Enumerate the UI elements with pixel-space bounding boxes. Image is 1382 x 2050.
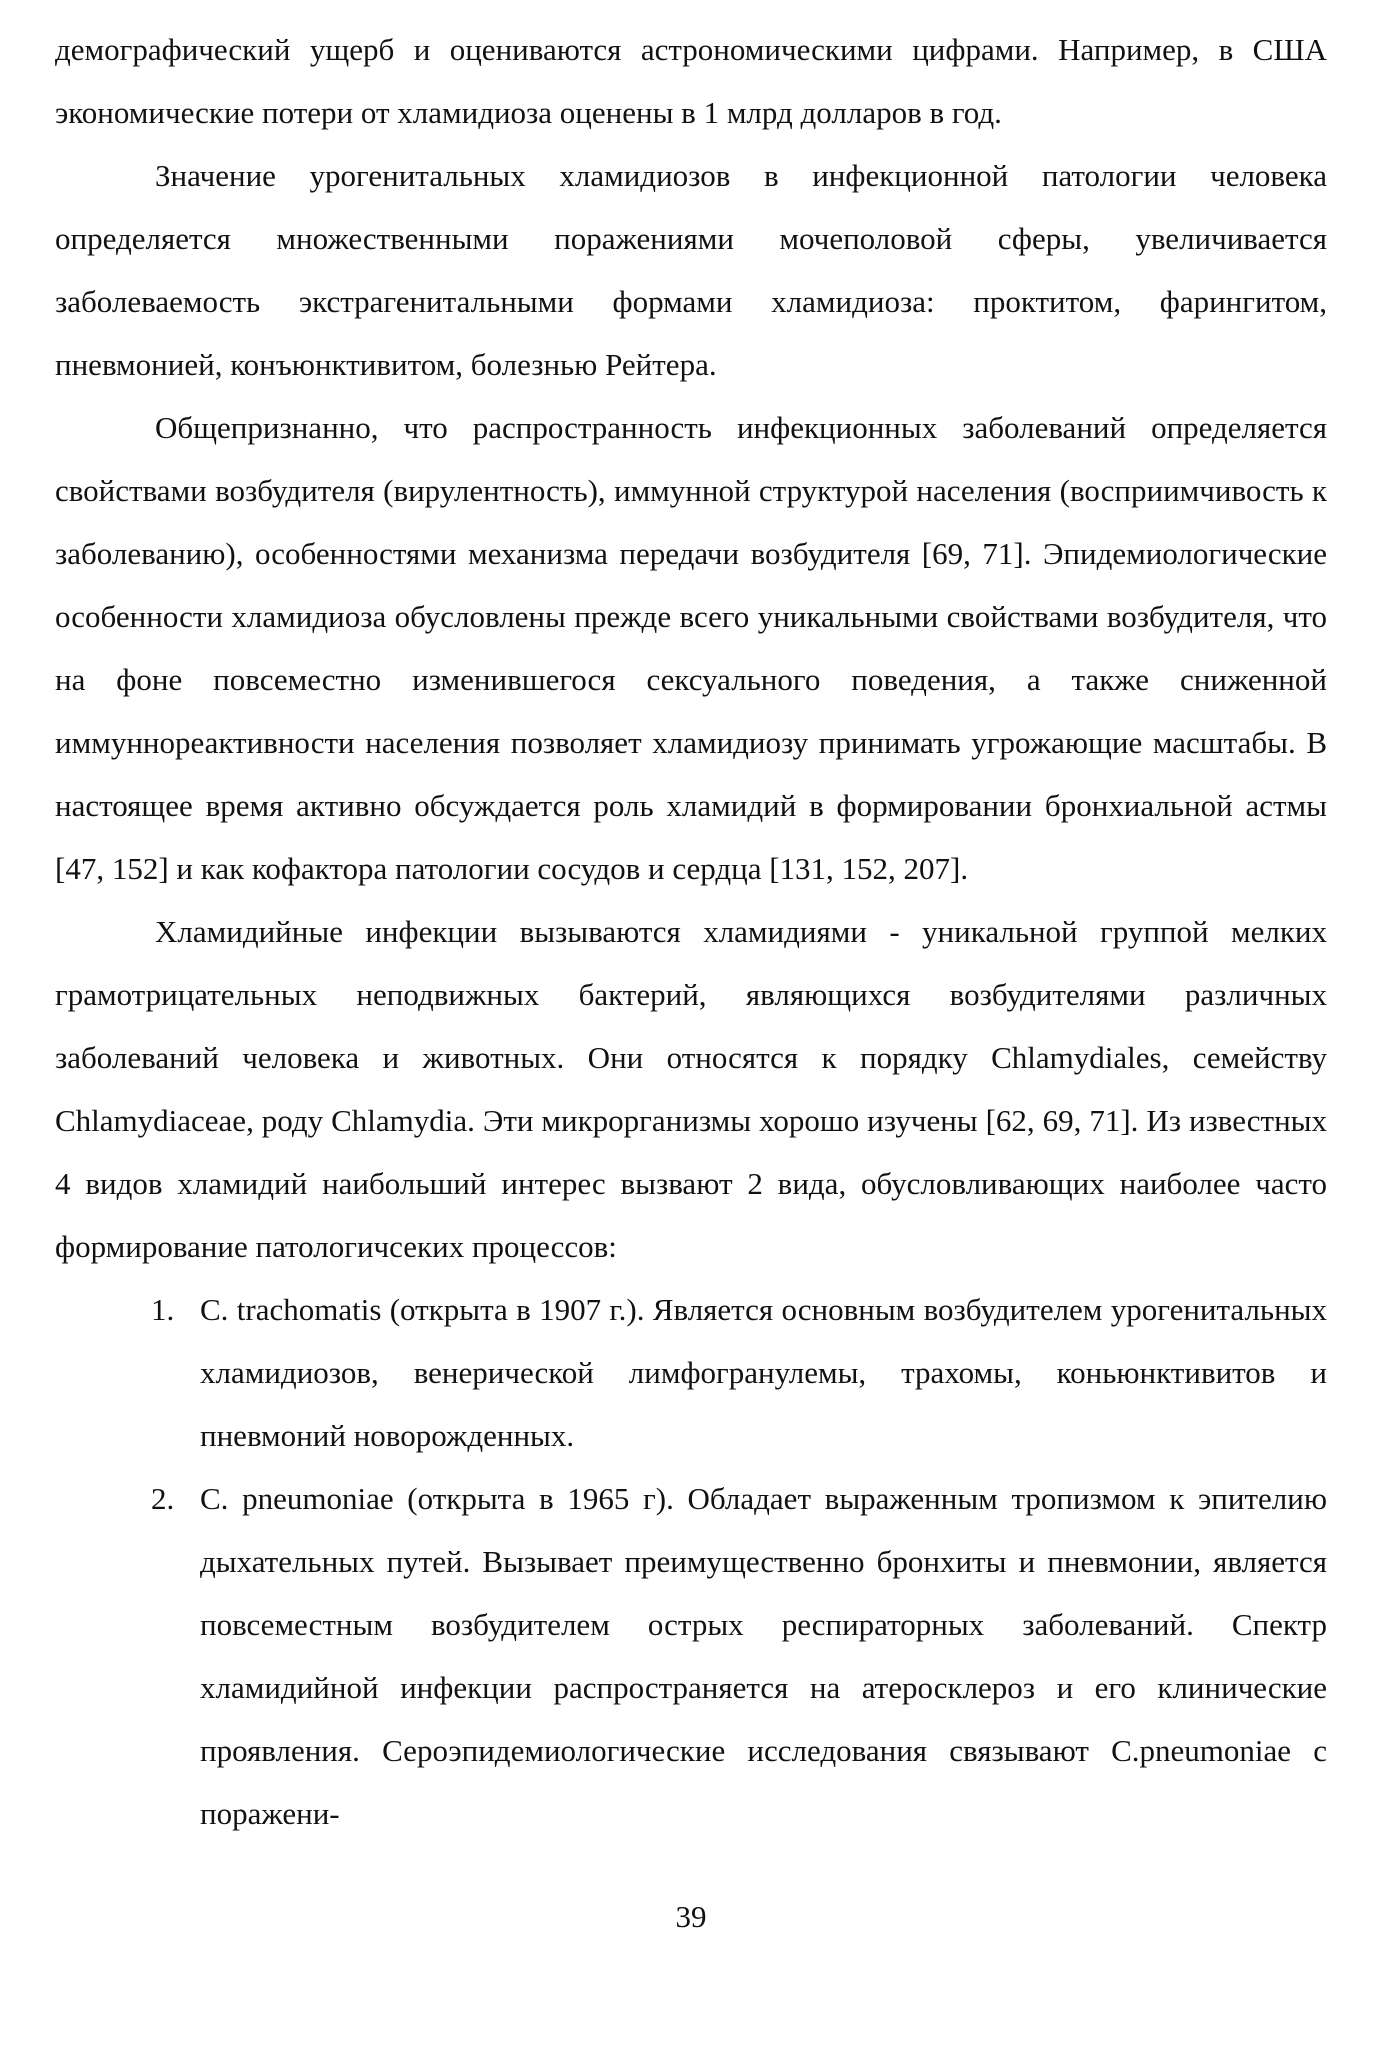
paragraph-4: Хламидийные инфекции вызываются хламидиями - уникальной группой мелких грамотрицательных неподвижных бактерий, являющихся возбудителями различных заболеваний человека и животных. Они относятся к порядку Chlamydiales, семейству Chlamydiaceae, роду Chlamydia. Эти микрорганизмы хорошо изучены [62, 69, 71]. Из известных 4 видов хламидий наибольший интерес вызвают 2 вида, обусловливающих наиболее часто формирование патологичсеких процессов: (55, 914, 1327, 1264)
paragraph-1: демографический ущерб и оцениваются астрономическими цифрами. Например, в США экономические потери от хламидиоза оценены в 1 млрд долларов в год. (55, 32, 1327, 130)
body-text (55, 18, 1327, 1845)
species-list (55, 1278, 1327, 1845)
list-item-text: C. trachomatis (открыта в 1907 г.). Является основным возбудителем урогенитальных хламидиозов, венерической лимфогранулемы, трахомы, коньюнктивитов и пневмоний новорожденных. (200, 1292, 1327, 1453)
paragraph-2: Значение урогенитальных хламидиозов в инфекционной патологии человека определяется множественными поражениями мочеполовой сферы, увеличивается заболеваемость экстрагенитальными формами хламидиоза: проктитом, фарингитом, пневмонией, конъюнктивитом, болезнью Рейтера. (55, 158, 1327, 382)
list-item-number: 2. (151, 1481, 175, 1516)
list-item (55, 1278, 1327, 1467)
paragraph-3: Общепризнанно, что распространность инфекционных заболеваний определяется свойствами возбудителя (вирулентность), иммунной структурой населения (восприимчивость к заболеванию), особенностями механизма передачи возбудителя [69, 71]. Эпидемиологические особенности хламидиоза обусловлены прежде всего уникальными свойствами возбудителя, что на фоне повсеместно изменившегося сексуального поведения, а также сниженной иммуннореактивности населения позволяет хламидиозу принимать угрожающие масштабы. В настоящее время активно обсуждается роль хламидий в формировании бронхиальной астмы [47, 152] и как кофактора патологии сосудов и сердца [131, 152, 207]. (55, 410, 1327, 886)
list-item (55, 1467, 1327, 1845)
list-item-number: 1. (151, 1292, 175, 1327)
page-number: 39 (675, 1899, 707, 1934)
list-item-text: C. pneumoniae (открыта в 1965 г). Обладает выраженным тропизмом к эпителию дыхательных путей. Вызывает преимущественно бронхиты и пневмонии, является повсеместным возбудителем острых респираторных заболеваний. Спектр хламидийной инфекции распространяется на атеросклероз и его клинические проявления. Сероэпидемиологические исследования связывают C.pneumoniae с поражени- (200, 1481, 1327, 1831)
